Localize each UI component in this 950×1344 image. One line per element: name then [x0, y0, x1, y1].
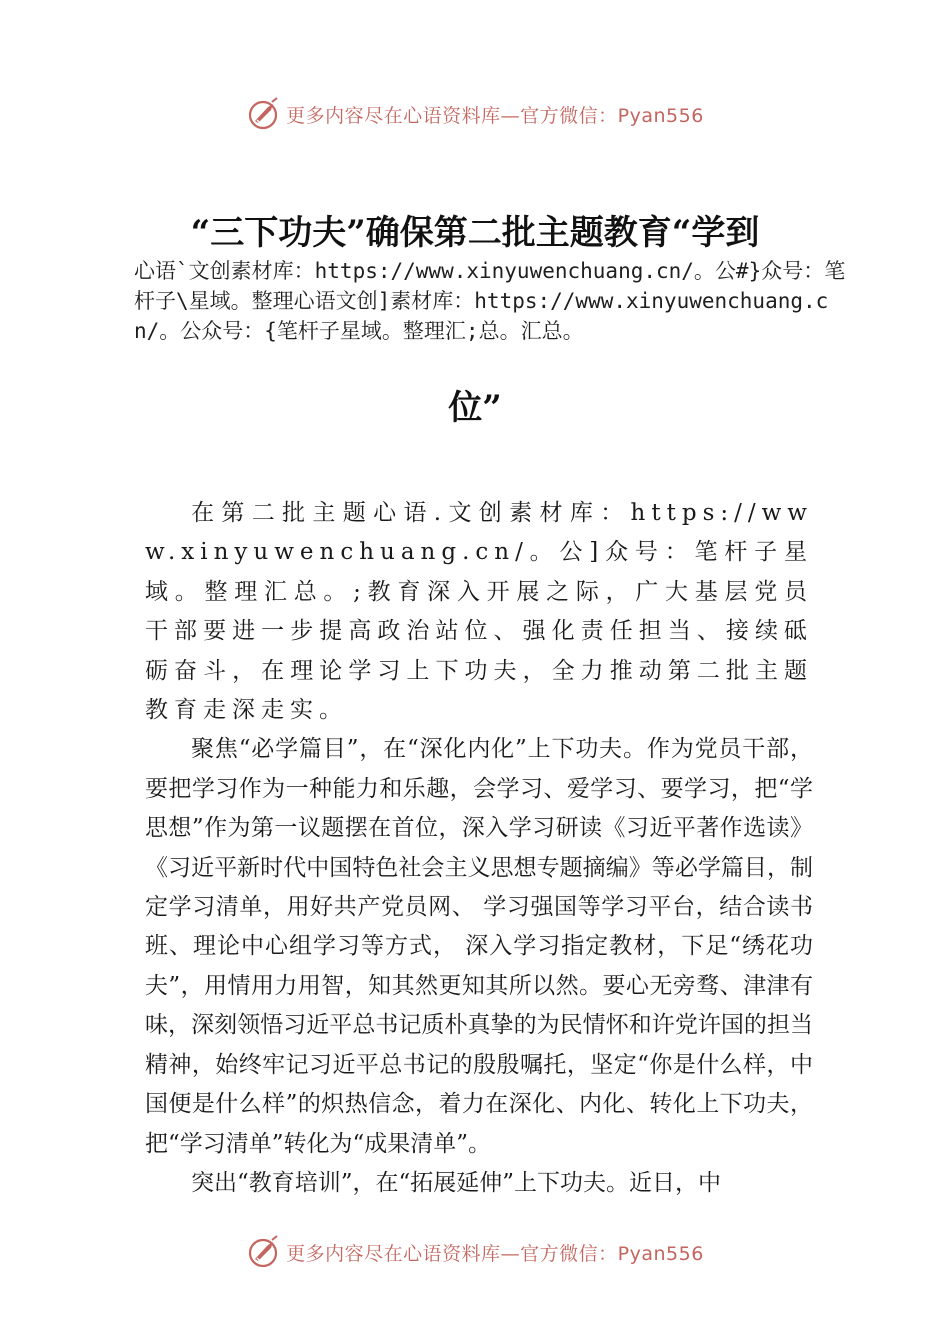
- banner-text: 更多内容尽在心语资料库—官方微信：Pyan556: [286, 1242, 704, 1265]
- paragraph-3: 突出“教育培训”，在“拓展延伸”上下功夫。近日，中: [191, 1169, 722, 1196]
- pen-logo-icon: [246, 96, 282, 132]
- title-line-2: 位”: [448, 388, 502, 428]
- banner-text: 更多内容尽在心语资料库—官方微信：Pyan556: [286, 104, 704, 127]
- header-banner: [0, 94, 950, 134]
- title-line-1: “三下功夫”确保第二批主题教育“学到: [190, 213, 760, 253]
- banner-brand: Pyan556: [617, 1242, 704, 1265]
- paragraph-1: 在第二批主题心语.文创素材库：https://www.xinyuwenchuang.cn/。公]众号：笔杆子星域。整理汇总。;教育深入开展之际，广大基层党员干部要进一步提高政治站位、强化责任担当、接续砥砺奋斗，在理论学习上下功夫，全力推动第二批主题教育走深走实。: [145, 500, 813, 724]
- watermark-text-block: 心语`文创素材库：https://www.xinyuwenchuang.cn/。公#}众号：笔杆子\星域。整理心语文创]素材库：https://www.xinyuwenchuang.cn/。公众号：{笔杆子星域。整理汇;总。汇总。: [134, 259, 846, 343]
- banner-brand: Pyan556: [617, 104, 704, 127]
- paragraph-2: 聚焦“必学篇目”，在“深化内化”上下功夫。作为党员干部，要把学习作为一种能力和乐趣，会学习、爱学习、要学习，把“学思想”作为第一议题摆在首位，深入学习研读《习近平著作选读》《习近平新时代中国特色社会主义思想专题摘编》等必学篇目，制定学习清单，用好共产党员网、 学习强国等学习平台，结合读书班、理论中心组学习等方式， 深入学习指定教材，下足“绣花功夫”，用情用力用智，知其然更知其所以然。要心无旁骛、津津有味，深刻领悟习近平总书记质朴真挚的为民情怀和许党许国的担当精神，始终牢记习近平总书记的殷殷嘱托，坚定“你是什么样，中国便是什么样”的炽热信念，着力在深化、内化、转化上下功夫， 把“学习清单”转化为“成果清单”。: [145, 736, 813, 1157]
- pen-logo-icon: [246, 1234, 282, 1270]
- body-text: [145, 494, 813, 1203]
- footer-banner: [0, 1232, 950, 1272]
